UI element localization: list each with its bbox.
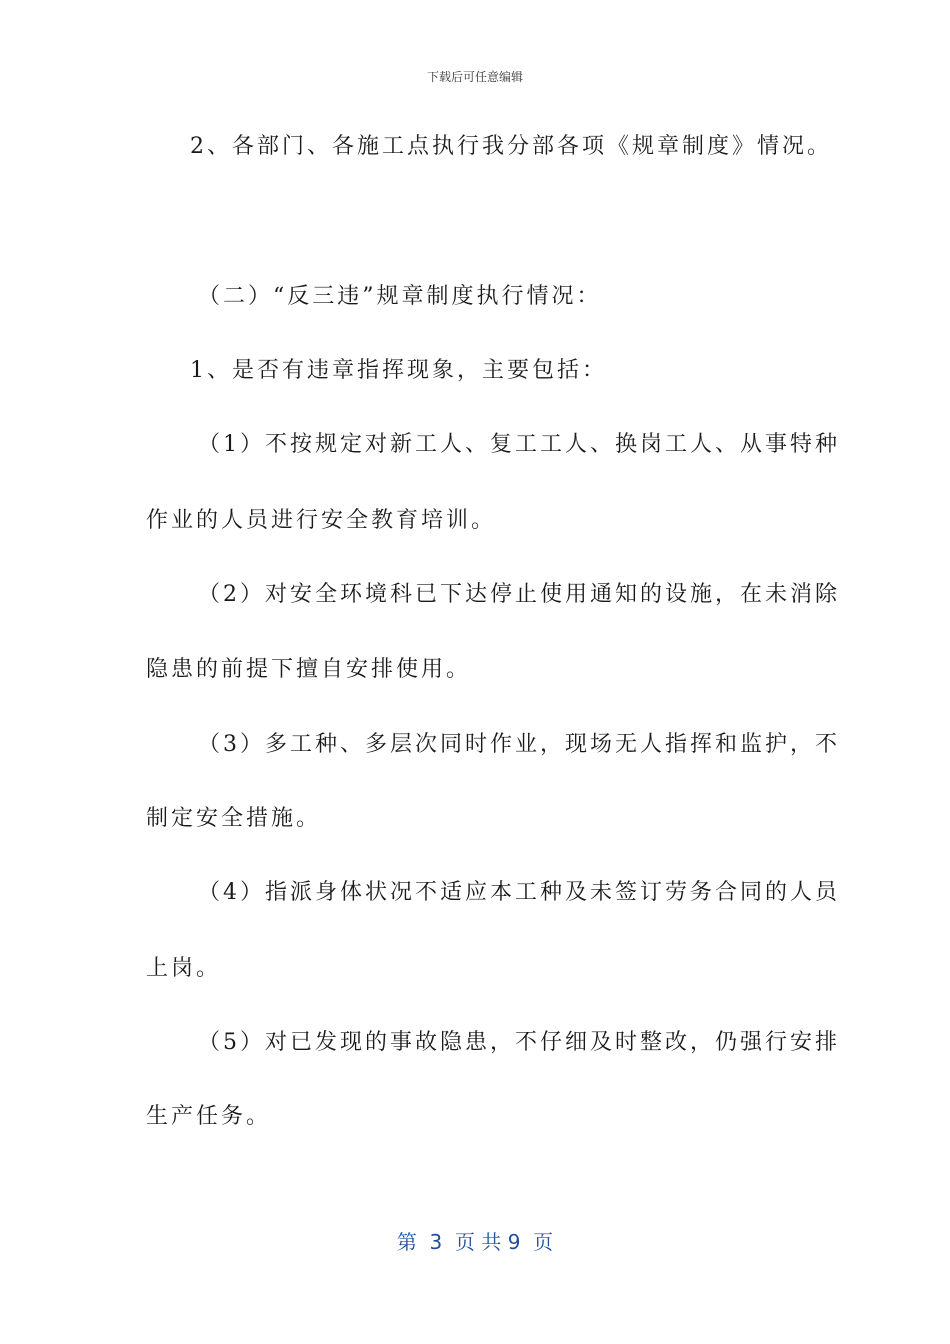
list-item-continuation: 隐患的前提下擅自安排使用。 [146, 657, 472, 682]
list-item-line: （3）多工种、多层次同时作业，现场无人指挥和监护，不 [198, 732, 840, 757]
list-item-continuation: 作业的人员进行安全教育培训。 [146, 508, 497, 533]
paragraph-line: 2、各部门、各施工点执行我分部各项《规章制度》情况。 [190, 134, 832, 159]
list-item-continuation: 上岗。 [146, 956, 222, 981]
header-note: 下载后可任意编辑 [426, 70, 523, 84]
list-item-line: （5）对已发现的事故隐患，不仔细及时整改，仍强行安排 [198, 1030, 840, 1055]
list-item-line: （4）指派身体状况不适应本工种及未签订劳务合同的人员 [198, 880, 840, 905]
paragraph-line: 1、是否有违章指挥现象，主要包括： [190, 358, 607, 383]
page-number-footer: 第 3 页 共 9 页 [396, 1230, 554, 1254]
list-item-line: （1）不按规定对新工人、复工工人、换岗工人、从事特种 [198, 432, 840, 457]
list-item-continuation: 制定安全措施。 [146, 806, 322, 831]
list-item-continuation: 生产任务。 [146, 1104, 272, 1129]
section-heading: （二）“反三违”规章制度执行情况： [198, 284, 602, 309]
list-item-line: （2）对安全环境科已下达停止使用通知的设施，在未消除 [198, 582, 840, 607]
